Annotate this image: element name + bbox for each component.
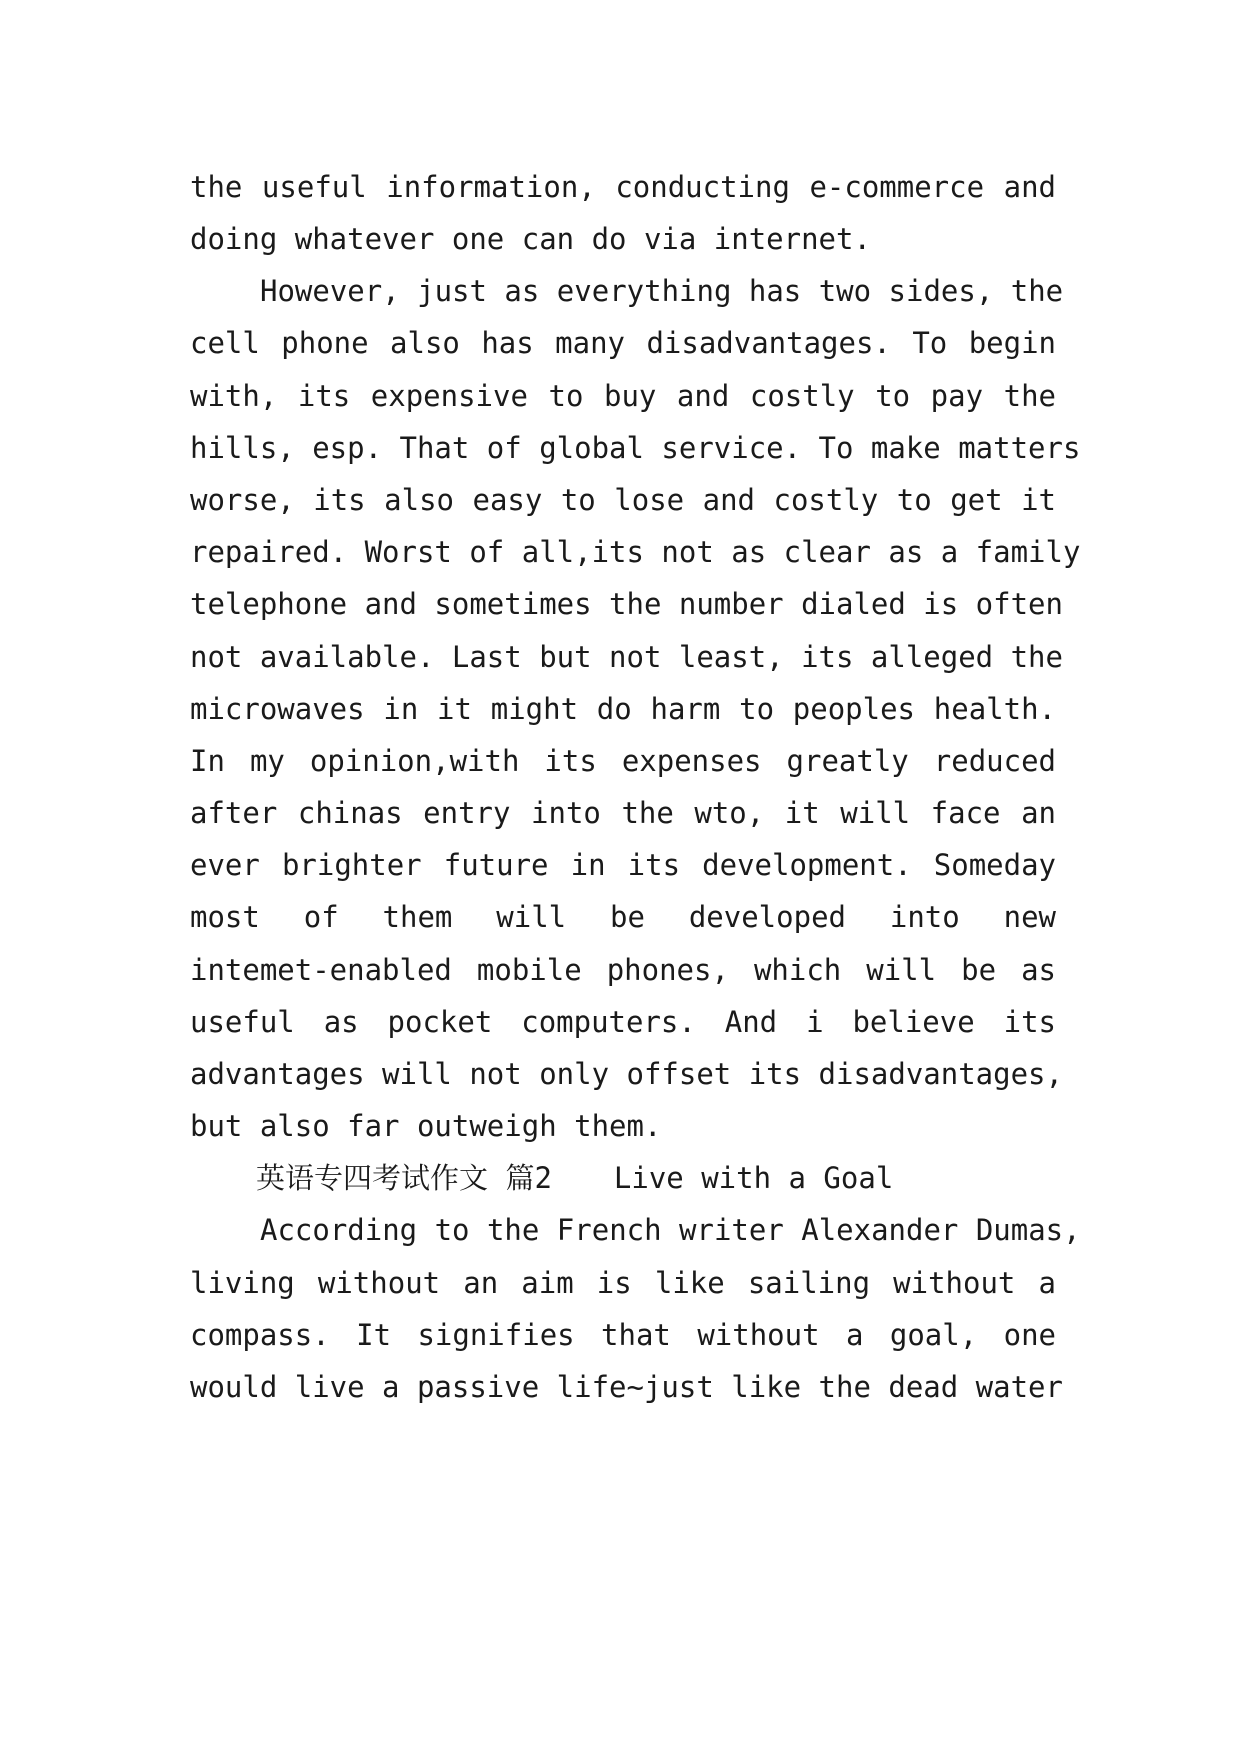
- text-line: hills, esp. That of global service. To make matters: [190, 431, 1081, 465]
- section-label: 英语专四考试作文 篇2: [256, 1161, 552, 1195]
- text-line: after chinas entry into the wto, it will face an: [190, 796, 1056, 830]
- text-line: repaired. Worst of all,its not as clear as a family: [190, 535, 1081, 569]
- text-line: microwaves in it might do harm to peoples health.: [190, 692, 1056, 726]
- text-line: useful as pocket computers. And i believe its: [190, 1005, 1056, 1039]
- text-line: intemet-enabled mobile phones, which will be as: [190, 953, 1056, 987]
- text-line: doing whatever one can do via internet.: [190, 222, 871, 256]
- text-line: living without an aim is like sailing without a: [190, 1266, 1056, 1300]
- text-line: not available. Last but not least, its alleged the: [190, 640, 1063, 674]
- text-line: compass. It signifies that without a goal, one: [190, 1318, 1056, 1352]
- text-line: but also far outweigh them.: [190, 1109, 662, 1143]
- text-line: most of them will be developed into new: [190, 900, 1056, 934]
- text-line: the useful information, conducting e-commerce and: [190, 170, 1056, 204]
- text-line: would live a passive life~just like the dead water: [190, 1370, 1063, 1404]
- text-line: telephone and sometimes the number dialed is often: [190, 587, 1063, 621]
- text-line: However, just as everything has two sides, the: [260, 274, 1064, 308]
- text-line: advantages will not only offset its disadvantages,: [190, 1057, 1063, 1091]
- text-line: ever brighter future in its development. Someday: [190, 848, 1056, 882]
- text-line: According to the French writer Alexander Dumas,: [260, 1213, 1081, 1247]
- section-title: Live with a Goal: [613, 1161, 894, 1195]
- text-line: with, its expensive to buy and costly to pay the: [190, 379, 1056, 413]
- text-line: cell phone also has many disadvantages. To begin: [190, 326, 1056, 360]
- text-line: worse, its also easy to lose and costly to get it: [190, 483, 1056, 517]
- section-heading: [256, 1158, 893, 1198]
- text-line: In my opinion,with its expenses greatly reduced: [190, 744, 1056, 778]
